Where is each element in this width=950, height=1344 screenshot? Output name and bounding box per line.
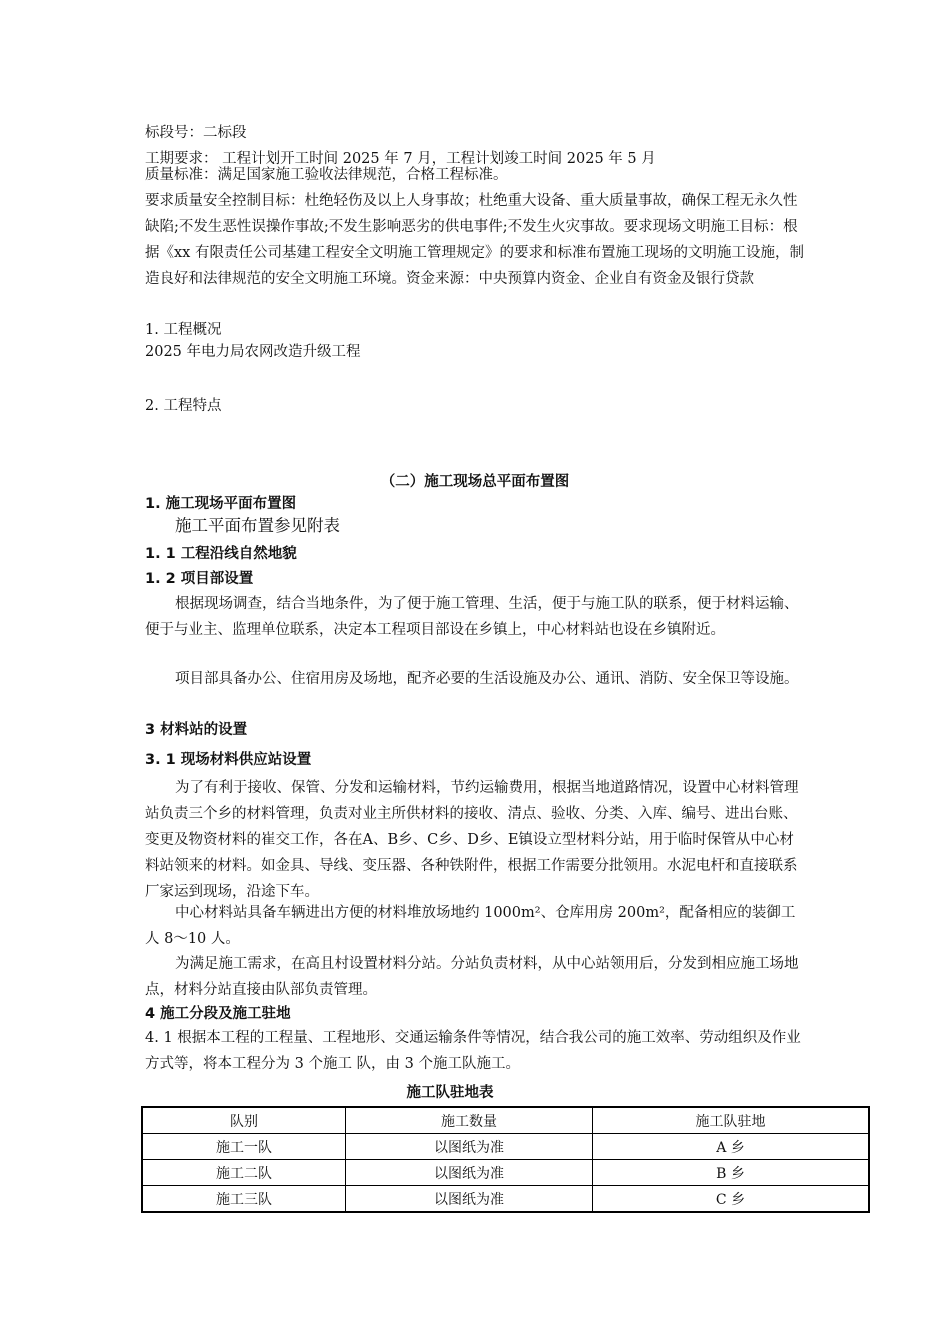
material-paragraph-2: 中心材料站具备车辆进出方便的材料堆放场地约 1000m²、仓库用房 200m²，配备相应的装御工人 8～10 人。 bbox=[145, 905, 796, 947]
heading-material-station: 3 材料站的设置 bbox=[145, 722, 248, 738]
material-paragraph-1: 为了有利于接收、保管、分发和运输材料，节约运输费用，根据当地道路情况，设置中心材料管理站负责三个乡的材料管理，负责对业主所供材料的接收、清点、验收、分类、入库、编号、进出台账、变更及物资材料的崔交工作，各在A、B乡、C乡、D乡、E镇设立型材料分站，用于临时保管从中心材料站领来的材料。如金具、导线、变压器、各种铁附件，根据工作需要分批领用。水泥电杆和直接联系厂家运到现场，沿途下车。 bbox=[145, 780, 799, 900]
table-header-cell: 队别 bbox=[142, 1107, 346, 1134]
table-row bbox=[142, 1134, 869, 1160]
table-cell: 以图纸为准 bbox=[346, 1160, 593, 1186]
project-dept-paragraph-1: 根据现场调查，结合当地条件，为了便于施工管理、生活，便于与施工队的联系，便于材料运输、便于与业主、监理单位联系，决定本工程项目部设在乡镇上，中心材料站也设在乡镇附近。 bbox=[145, 596, 799, 638]
table-header-row bbox=[142, 1107, 869, 1134]
table-cell: 以图纸为准 bbox=[346, 1134, 593, 1160]
quality-standard: 质量标准：满足国家施工验收法律规范，合格工程标准。 bbox=[145, 167, 508, 183]
table-cell: 施工二队 bbox=[142, 1160, 346, 1186]
table-cell: 以图纸为准 bbox=[346, 1186, 593, 1213]
section-number: 标段号：二标段 bbox=[145, 125, 247, 141]
team-station-table bbox=[141, 1106, 870, 1213]
project-dept-paragraph-2: 项目部具备办公、住宿用房及场地，配齐必要的生活设施及办公、通讯、消防、安全保卫等设施。 bbox=[175, 671, 799, 687]
heading-project-dept: 1. 2 项目部设置 bbox=[145, 571, 254, 587]
heading-terrain: 1. 1 工程沿线自然地貌 bbox=[145, 546, 297, 562]
heading-site-layout: 1. 施工现场平面布置图 bbox=[145, 496, 297, 512]
table-cell: B 乡 bbox=[593, 1160, 870, 1186]
overview-text: 2025 年电力局农网改造升级工程 bbox=[145, 344, 361, 360]
table-cell: 施工三队 bbox=[142, 1186, 346, 1213]
table-header-cell: 施工数量 bbox=[346, 1107, 593, 1134]
site-layout-text: 施工平面布置参见附表 bbox=[175, 516, 340, 535]
table-cell: C 乡 bbox=[593, 1186, 870, 1213]
section-title: （二）施工现场总平面布置图 bbox=[380, 474, 570, 490]
table-header-cell: 施工队驻地 bbox=[593, 1107, 870, 1134]
safety-goal-paragraph: 要求质量安全控制目标：杜绝轻伤及以上人身事故；杜绝重大设备、重大质量事故，确保工程无永久性缺陷;不发生恶性误操作事故;不发生影响恶劣的供电事件;不发生火灾事故。要求现场文明施工目标：根据《xx 有限责任公司基建工程安全文明施工管理规定》的要求和标准布置施工现场的文明施工设施，制造良好和法律规范的安全文明施工环境。资金来源：中央预算内资金、企业自有资金及银行贷款 bbox=[145, 193, 804, 287]
table-row bbox=[142, 1160, 869, 1186]
sections-paragraph: 4. 1 根据本工程的工程量、工程地形、交通运输条件等情况，结合我公司的施工效率、劳动组织及作业方式等，将本工程分为 3 个施工 队，由 3 个施工队施工。 bbox=[145, 1030, 801, 1072]
table-cell: A 乡 bbox=[593, 1134, 870, 1160]
overview-heading: 1. 工程概况 bbox=[145, 322, 222, 338]
material-paragraph-3: 为满足施工需求，在高且村设置材料分站。分站负责材料，从中心站领用后，分发到相应施工场地点，材料分站直接由队部负责管理。 bbox=[145, 956, 799, 998]
table-row bbox=[142, 1186, 869, 1213]
features-heading: 2. 工程特点 bbox=[145, 398, 222, 414]
schedule-requirement: 工期要求： 工程计划开工时间 2025 年 7 月，工程计划竣工时间 2025 年 5 月 bbox=[145, 151, 656, 167]
heading-construction-sections: 4 施工分段及施工驻地 bbox=[145, 1006, 291, 1022]
table-title: 施工队驻地表 bbox=[406, 1085, 494, 1101]
heading-supply-station: 3. 1 现场材料供应站设置 bbox=[145, 752, 312, 768]
table-cell: 施工一队 bbox=[142, 1134, 346, 1160]
